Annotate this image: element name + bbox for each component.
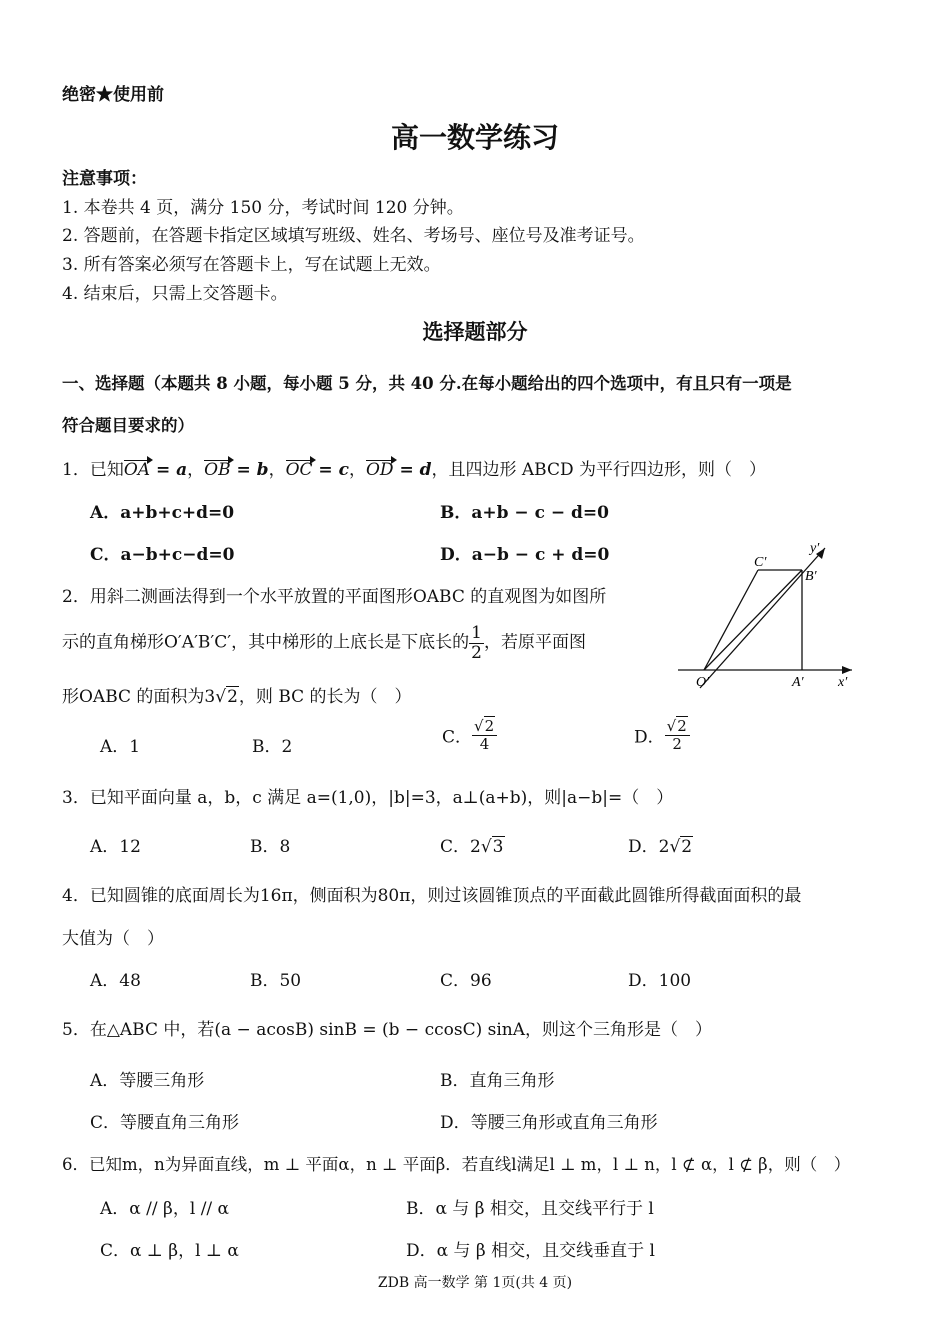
q1-option-d: D．a−b − c + d=0 <box>440 545 610 565</box>
q2-option-a: A．1 <box>100 737 141 757</box>
q3-option-b: B．8 <box>250 837 291 857</box>
q5-option-c: C．等腰直角三角形 <box>90 1113 240 1133</box>
note-item: 2. 答题前，在答题卡指定区域填写班级、姓名、考场号、座位号及准考证号。 <box>62 226 645 246</box>
question-5: 5．在△ABC 中，若(a − acosB) sinB = (b − ccosC) sinA，则这个三角形是（ ） <box>62 1020 713 1040</box>
note-item: 4. 结束后，只需上交答题卡。 <box>62 284 288 304</box>
q5-option-d: D．等腰三角形或直角三角形 <box>440 1113 658 1133</box>
q3-option-a: A．12 <box>90 837 141 857</box>
q3-option-d: D．2√2 <box>628 837 693 857</box>
x-axis-arrow <box>842 666 852 674</box>
q4-option-c: C．96 <box>440 971 492 991</box>
question-2-line3: 形OABC 的面积为3√2，则 BC 的长为（ ） <box>62 687 412 707</box>
question-3: 3．已知平面向量 a，b，c 满足 a=(1,0)，|b|=3，a⊥(a+b)，则|a−b|=（ ） <box>62 788 674 808</box>
trapezoid-figure <box>670 538 860 698</box>
q2-option-b: B．2 <box>252 737 293 757</box>
q5-option-b: B．直角三角形 <box>440 1071 555 1091</box>
q2-option-c: C． $\frac{√2}{4}$ <box>442 718 497 752</box>
q6-option-b: B．α 与 β 相交，且交线平行于 l <box>406 1199 654 1219</box>
question-4-line2: 大值为（ ） <box>62 929 164 949</box>
q6-option-c: C．α ⊥ β，l ⊥ α <box>100 1241 239 1261</box>
question-4: 4．已知圆锥的底面周长为16π，侧面积为80π，则过该圆锥顶点的平面截此圆锥所得截面面积的最 <box>62 886 802 906</box>
question-2-line2: 示的直角梯形O′A′B′C′，其中梯形的上底长是下底长的 $\frac{1}{2}$ ，若原平面图 <box>62 623 586 663</box>
question-2: 2．用斜二测画法得到一个水平放置的平面图形OABC 的直观图为如图所 <box>62 587 607 607</box>
note-item: 1. 本卷共 4 页，满分 150 分，考试时间 120 分钟。 <box>62 198 464 218</box>
page-title: 高一数学练习 <box>390 121 559 154</box>
label-x: x′ <box>838 675 848 690</box>
q5-option-a: A．等腰三角形 <box>90 1071 205 1091</box>
label-o: O′ <box>696 675 710 690</box>
label-y: y′ <box>810 541 820 556</box>
diagonal-o-b <box>704 570 802 670</box>
edge-o-c <box>704 570 758 670</box>
q1-option-b: B．a+b − c − d=0 <box>440 503 609 523</box>
label-c: C′ <box>754 555 767 570</box>
secret-label: 绝密★使用前 <box>62 85 164 105</box>
q3-option-c: C．2√3 <box>440 837 504 857</box>
q1-option-c: C．a−b+c−d=0 <box>90 545 235 565</box>
q1-option-a: A．a+b+c+d=0 <box>90 503 235 523</box>
q4-option-b: B．50 <box>250 971 302 991</box>
question-6: 6．已知m，n为异面直线，m ⊥ 平面α，n ⊥ 平面β．若直线l满足l ⊥ m，l ⊥ n，l ⊄ α，l ⊄ β，则（ ） <box>62 1155 851 1174</box>
question-1: 1．已知OA = a，OB = b，OC = c，OD = d，且四边形 ABCD 为平行四边形，则（ ） <box>62 460 767 480</box>
section-title: 选择题部分 <box>422 319 528 344</box>
q4-option-d: D．100 <box>628 971 692 991</box>
q6-option-d: D．α 与 β 相交，且交线垂直于 l <box>406 1241 655 1261</box>
label-b: B′ <box>805 569 817 584</box>
q6-option-a: A．α // β，l // α <box>100 1199 230 1219</box>
page-footer: ZDB 高一数学 第 1页(共 4 页) <box>377 1275 573 1291</box>
part1-heading-cont: 符合题目要求的） <box>62 416 194 435</box>
part1-heading: 一、选择题（本题共 8 小题，每小题 5 分，共 40 分.在每小题给出的四个选项中，有且只有一项是 <box>62 374 792 393</box>
q2-option-d: D． $\frac{√2}{2}$ <box>634 718 690 752</box>
note-item: 3. 所有答案必须写在答题卡上，写在试题上无效。 <box>62 255 441 275</box>
notes-heading: 注意事项： <box>62 169 147 189</box>
label-a: A′ <box>792 675 804 690</box>
q4-option-a: A．48 <box>90 971 141 991</box>
